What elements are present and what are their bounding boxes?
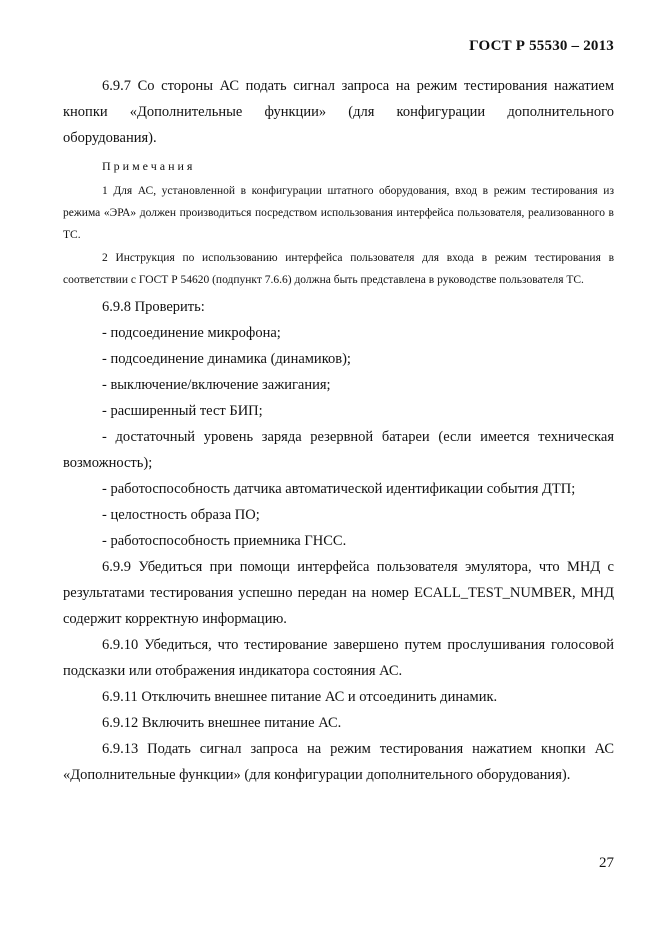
check-item: - работоспособность приемника ГНСС.: [102, 533, 347, 549]
notes-title: Примечания: [102, 159, 196, 173]
standard-header: ГОСТ Р 55530 – 2013: [469, 38, 614, 54]
paragraph-6-9-11: 6.9.11 Отключить внешнее питание АС и отсоединить динамик.: [102, 689, 498, 705]
document-body: [63, 73, 614, 788]
check-item: - расширенный тест БИП;: [102, 403, 263, 419]
check-item: - достаточный уровень заряда резервной батареи (если имеется техническая возможность);: [63, 429, 614, 471]
paragraph-6-9-12: 6.9.12 Включить внешнее питание АС.: [102, 715, 342, 731]
paragraph-6-9-13: 6.9.13 Подать сигнал запроса на режим тестирования нажатием кнопки АС «Дополнительные функции» (для конфигурации дополнительного оборудования).: [63, 741, 614, 783]
check-item: - подсоединение динамика (динамиков);: [102, 351, 351, 367]
page-number: 27: [599, 855, 614, 871]
paragraph-6-9-7: 6.9.7 Со стороны АС подать сигнал запроса на режим тестирования нажатием кнопки «Дополнительные функции» (для конфигурации дополнительного оборудования).: [63, 78, 614, 146]
paragraph-6-9-9: 6.9.9 Убедиться при помощи интерфейса пользователя эмулятора, что МНД с результатами тестирования успешно передан на номер ECALL_TEST_NUMBER, МНД содержит корректную информацию.: [63, 559, 614, 627]
paragraph-6-9-8: 6.9.8 Проверить:: [102, 299, 205, 315]
check-item: - выключение/включение зажигания;: [102, 377, 331, 393]
paragraph-6-9-10: 6.9.10 Убедиться, что тестирование завершено путем прослушивания голосовой подсказки или отображения индикатора состояния АС.: [63, 637, 614, 679]
note-2: 2 Инструкция по использованию интерфейса пользователя для входа в режим тестирования в соответствии с ГОСТ Р 54620 (подпункт 7.6.6) должна быть представлена в руководстве пользователя ТС.: [63, 252, 614, 286]
check-item: - целостность образа ПО;: [102, 507, 260, 523]
check-item: - работоспособность датчика автоматической идентификации события ДТП;: [102, 481, 576, 497]
check-item: - подсоединение микрофона;: [102, 325, 281, 341]
note-1: 1 Для АС, установленной в конфигурации штатного оборудования, вход в режим тестирования из режима «ЭРА» должен производиться посредством использования интерфейса пользователя, реализованного в ТС.: [63, 185, 614, 241]
